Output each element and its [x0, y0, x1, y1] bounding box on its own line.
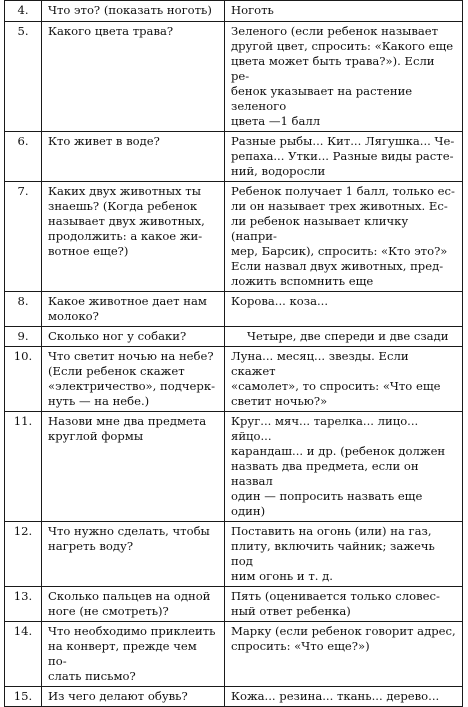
question-cell: Какое животное дает нам молоко?: [42, 292, 225, 327]
question-cell: Что необходимо приклеить на конверт, прежде чем по- слать письмо?: [42, 622, 225, 687]
row-number: 8.: [5, 292, 42, 327]
question-cell: Из чего делают обувь?: [42, 687, 225, 707]
answer-cell: Разные рыбы... Кит... Лягушка... Че- репаха... Утки... Разные виды расте- ний, водоросли: [225, 132, 463, 182]
row-number: 5.: [5, 22, 42, 132]
question-cell: Кто живет в воде?: [42, 132, 225, 182]
table-row: [5, 412, 463, 522]
question-cell: Сколько ног у собаки?: [42, 327, 225, 347]
row-number: 10.: [5, 347, 42, 412]
row-number: 9.: [5, 327, 42, 347]
answer-cell: Ребенок получает 1 балл, только ес- ли он называет трех животных. Ес- ли ребенок называет кличку (напри- мер, Барсик), спросить: «Кто это?» Если назвал двух животных, пред- ложить вспомнить еще: [225, 182, 463, 292]
table-row: [5, 622, 463, 687]
question-cell: Каких двух животных ты знаешь? (Когда ребенок называет двух животных, продолжить: а какое жи- вотное еще?): [42, 182, 225, 292]
row-number: 4.: [5, 1, 42, 22]
row-number: 11.: [5, 412, 42, 522]
question-cell: Назови мне два предмета круглой формы: [42, 412, 225, 522]
row-number: 14.: [5, 622, 42, 687]
answer-cell: Луна... месяц... звезды. Если скажет «самолет», то спросить: «Что еще светит ночью?»: [225, 347, 463, 412]
questionnaire-body: [5, 1, 463, 707]
table-row: [5, 292, 463, 327]
answer-cell: Круг... мяч... тарелка... лицо... яйцо... карандаш... и др. (ребенок должен назвать два предмета, если он назвал один — попросить назвать еще один): [225, 412, 463, 522]
table-row: [5, 587, 463, 622]
answer-cell: Поставить на огонь (или) на газ, плиту, включить чайник; зажечь под ним огонь и т. д.: [225, 522, 463, 587]
question-cell: Что это? (показать ноготь): [42, 1, 225, 22]
row-number: 7.: [5, 182, 42, 292]
table-row: [5, 522, 463, 587]
table-row: [5, 327, 463, 347]
question-cell: Что светит ночью на небе? (Если ребенок скажет «электричество», подчерк- нуть — на небе.): [42, 347, 225, 412]
table-row: [5, 182, 463, 292]
answer-cell: Ноготь: [225, 1, 463, 22]
answer-cell: Зеленого (если ребенок называет другой цвет, спросить: «Какого еще цвета может быть трава?»). Если ре- бенок указывает на растение зеленого цвета —1 балл: [225, 22, 463, 132]
question-cell: Какого цвета трава?: [42, 22, 225, 132]
answer-cell: Кожа... резина... ткань... дерево...: [225, 687, 463, 707]
row-number: 15.: [5, 687, 42, 707]
table-row: [5, 22, 463, 132]
row-number: 6.: [5, 132, 42, 182]
table-row: [5, 347, 463, 412]
answer-cell: Четыре, две спереди и две сзади: [225, 327, 463, 347]
row-number: 13.: [5, 587, 42, 622]
table-row: [5, 132, 463, 182]
answer-cell: Корова... коза...: [225, 292, 463, 327]
answer-cell: Пять (оценивается только словес- ный ответ ребенка): [225, 587, 463, 622]
question-cell: Сколько пальцев на одной ноге (не смотреть)?: [42, 587, 225, 622]
row-number: 12.: [5, 522, 42, 587]
question-cell: Что нужно сделать, чтобы нагреть воду?: [42, 522, 225, 587]
answer-cell: Марку (если ребенок говорит адрес, спросить: «Что еще?»): [225, 622, 463, 687]
table-header-row: [5, 1, 463, 22]
table-row: [5, 687, 463, 707]
questionnaire-table: [4, 0, 463, 707]
